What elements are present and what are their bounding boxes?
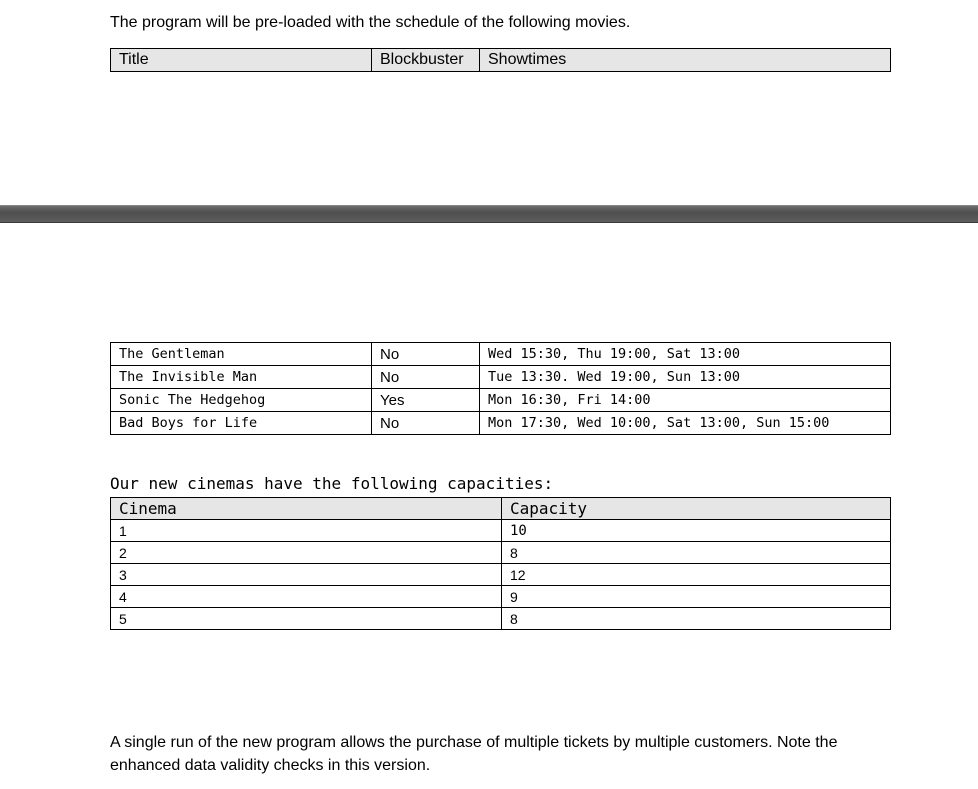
- movie-showtimes: Mon 16:30, Fri 14:00: [480, 389, 891, 412]
- cinema-number: 3: [111, 564, 502, 586]
- page-divider: [0, 205, 978, 223]
- header-title: Title: [111, 49, 372, 72]
- movie-title: The Gentleman: [111, 343, 372, 366]
- capacity-table: [110, 497, 891, 630]
- movie-blockbuster: No: [372, 412, 480, 435]
- table-row: [111, 608, 891, 630]
- movie-showtimes: Mon 17:30, Wed 10:00, Sat 13:00, Sun 15:00: [480, 412, 891, 435]
- header-blockbuster: Blockbuster: [372, 49, 480, 72]
- header-capacity: Capacity: [502, 498, 891, 520]
- movie-table-body: [110, 342, 891, 435]
- table-row: [111, 564, 891, 586]
- cinema-capacity: 10: [502, 520, 891, 542]
- intro-text: The program will be pre-loaded with the schedule of the following movies.: [110, 14, 631, 31]
- movie-table-header: [110, 48, 891, 72]
- header-showtimes: Showtimes: [480, 49, 891, 72]
- movie-showtimes: Tue 13:30. Wed 19:00, Sun 13:00: [480, 366, 891, 389]
- header-row: [111, 498, 891, 520]
- capacity-intro-text: Our new cinemas have the following capacities:: [110, 474, 554, 493]
- movie-blockbuster: No: [372, 343, 480, 366]
- cinema-number: 5: [111, 608, 502, 630]
- cinema-capacity: 8: [502, 608, 891, 630]
- header-cinema: Cinema: [111, 498, 502, 520]
- closing-text: A single run of the new program allows the purchase of multiple tickets by multiple customers. Note the enhanced data validity checks in this version.: [110, 734, 838, 774]
- movie-blockbuster: No: [372, 366, 480, 389]
- table-row: [111, 586, 891, 608]
- movie-blockbuster: Yes: [372, 389, 480, 412]
- table-row: [111, 542, 891, 564]
- table-row: [111, 343, 891, 366]
- cinema-capacity: 9: [502, 586, 891, 608]
- cinema-number: 4: [111, 586, 502, 608]
- cinema-number: 2: [111, 542, 502, 564]
- cinema-number: 1: [111, 520, 502, 542]
- movie-title: Sonic The Hedgehog: [111, 389, 372, 412]
- movie-showtimes: Wed 15:30, Thu 19:00, Sat 13:00: [480, 343, 891, 366]
- movie-title: Bad Boys for Life: [111, 412, 372, 435]
- table-row: [111, 389, 891, 412]
- cinema-capacity: 12: [502, 564, 891, 586]
- header-row: [111, 49, 891, 72]
- table-row: [111, 366, 891, 389]
- table-row: [111, 520, 891, 542]
- table-row: [111, 412, 891, 435]
- movie-title: The Invisible Man: [111, 366, 372, 389]
- cinema-capacity: 8: [502, 542, 891, 564]
